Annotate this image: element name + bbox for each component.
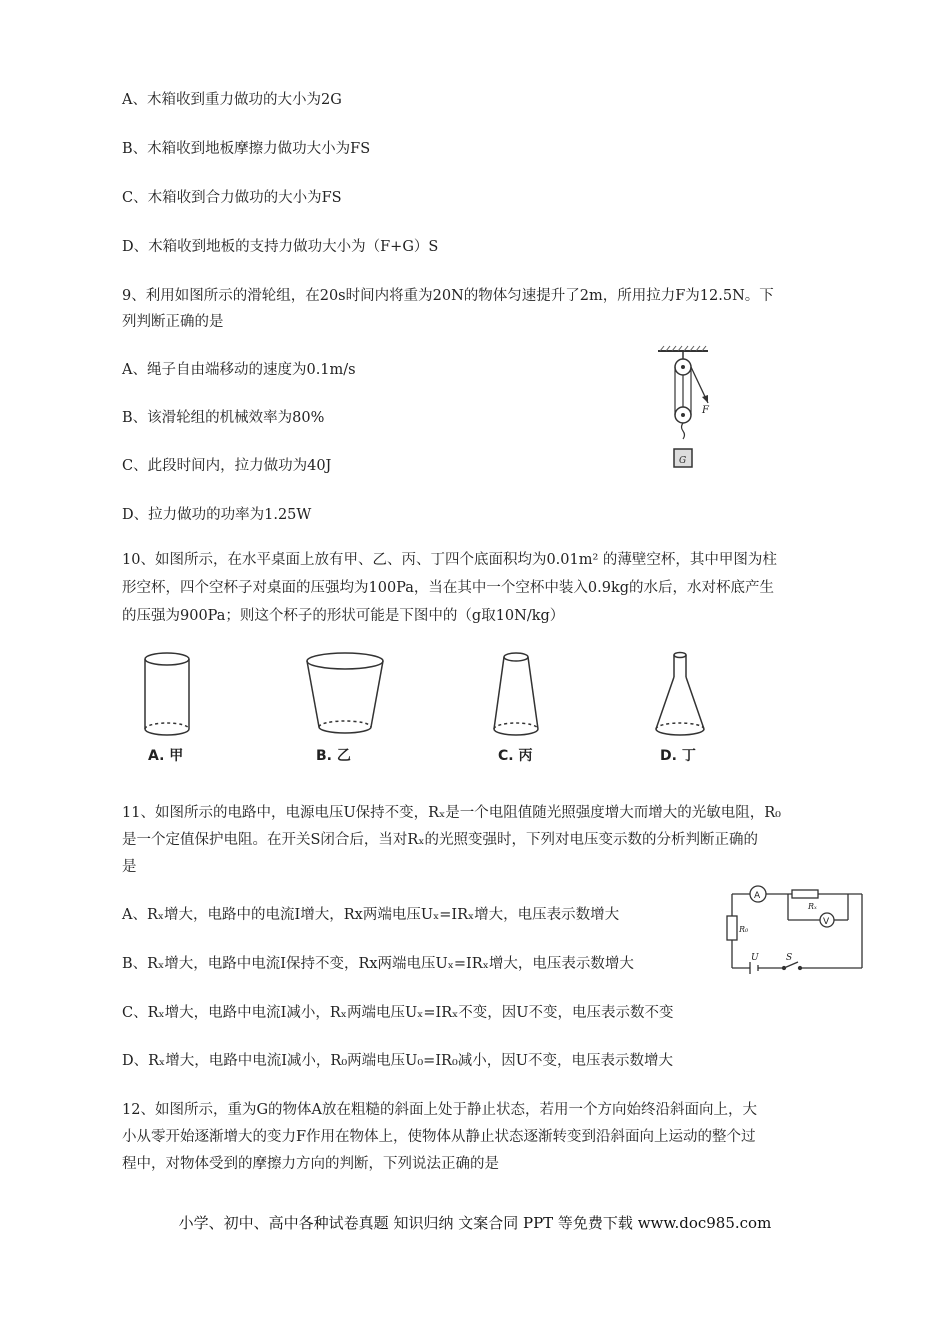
pulley-weight-label: G [679, 456, 687, 466]
cup-flask [656, 653, 704, 736]
rx-label: Rₓ [808, 902, 817, 911]
cups-figure [130, 645, 730, 775]
q10-stem-line1: 10、如图所示，在水平桌面上放有甲、乙、丙、丁四个底面积均为0.01m² 的薄壁空杯，其中甲图为柱 [122, 552, 777, 568]
cup-narrow-top [494, 653, 538, 735]
pulley-force-label: F [702, 405, 709, 416]
q12-stem-line2: 小从零开始逐渐增大的变力F作用在物体上，使物体从静止状态逐渐转变到沿斜面向上运动的整个过 [122, 1129, 756, 1145]
q12-stem-line1: 12、如图所示，重为G的物体A放在粗糙的斜面上处于静止状态，若用一个方向始终沿斜面向上，大 [122, 1102, 758, 1118]
voltmeter-label: V [823, 917, 830, 927]
q8-option-d: D、木箱收到地板的支持力做功大小为（F+G）S [122, 239, 439, 255]
q11-option-a: A、Rₓ增大，电路中的电流I增大，Rx两端电压Uₓ=IRₓ增大，电压表示数增大 [122, 907, 620, 923]
q12-stem-line3: 程中，对物体受到的摩擦力方向的判断，下列说法正确的是 [122, 1156, 499, 1172]
voltage-label: U [751, 953, 759, 963]
page-footer: 小学、初中、高中各种试卷真题 知识归纳 文案合同 PPT 等免费下载 www.doc985.com [178, 1214, 772, 1232]
cup-label-d: D. 丁 [660, 748, 696, 764]
q11-option-d: D、Rₓ增大，电路中电流I减小，R₀两端电压U₀=IR₀减小，因U不变，电压表示数增大 [122, 1053, 674, 1069]
q8-option-c: C、木箱收到合力做功的大小为FS [122, 190, 342, 206]
cup-label-a: A. 甲 [148, 748, 184, 764]
q9-option-d: D、拉力做功的功率为1.25W [122, 507, 312, 523]
ammeter-label: A [754, 891, 761, 901]
q11-stem-line2: 是一个定值保护电阻。在开关S闭合后，当对Rₓ的光照变强时，下列对电压变示数的分析判断正确的 [122, 832, 758, 848]
q10-stem-line2: 形空杯，四个空杯子对桌面的压强均为100Pa，当在其中一个空杯中装入0.9kg的水后，水对杯底产生 [122, 580, 775, 596]
cup-cylinder [145, 653, 189, 735]
q11-stem-line1: 11、如图所示的电路中，电源电压U保持不变，Rₓ是一个电阻值随光照强度增大而增大的光敏电阻，R₀ [122, 805, 781, 821]
pulley-figure [650, 345, 720, 475]
q9-option-c: C、此段时间内，拉力做功为40J [122, 458, 332, 474]
q11-stem-line3: 是 [122, 859, 137, 875]
cup-wide-top [307, 653, 383, 733]
q11-option-c: C、Rₓ增大，电路中电流I减小，Rₓ两端电压Uₓ=IRₓ不变，因U不变，电压表示数不变 [122, 1005, 674, 1021]
q9-option-b: B、该滑轮组的机械效率为80% [122, 410, 325, 426]
cup-label-b: B. 乙 [316, 748, 351, 764]
r0-label: R₀ [739, 925, 749, 934]
circuit-figure [722, 882, 867, 977]
q9-stem-line2: 列判断正确的是 [122, 314, 224, 330]
q8-option-b: B、木箱收到地板摩擦力做功大小为FS [122, 141, 371, 157]
q11-option-b: B、Rₓ增大，电路中电流I保持不变，Rx两端电压Uₓ=IRₓ增大，电压表示数增大 [122, 956, 634, 972]
switch-label: S [786, 953, 793, 963]
q8-option-a: A、木箱收到重力做功的大小为2G [122, 92, 342, 108]
cup-label-c: C. 丙 [498, 748, 533, 764]
q10-stem-line3: 的压强为900Pa；则这个杯子的形状可能是下图中的（g取10N/kg） [122, 608, 565, 624]
q9-option-a: A、绳子自由端移动的速度为0.1m/s [122, 362, 356, 378]
q9-stem-line1: 9、利用如图所示的滑轮组，在20s时间内将重为20N的物体匀速提升了2m，所用拉力F为12.5N。下 [122, 288, 774, 304]
